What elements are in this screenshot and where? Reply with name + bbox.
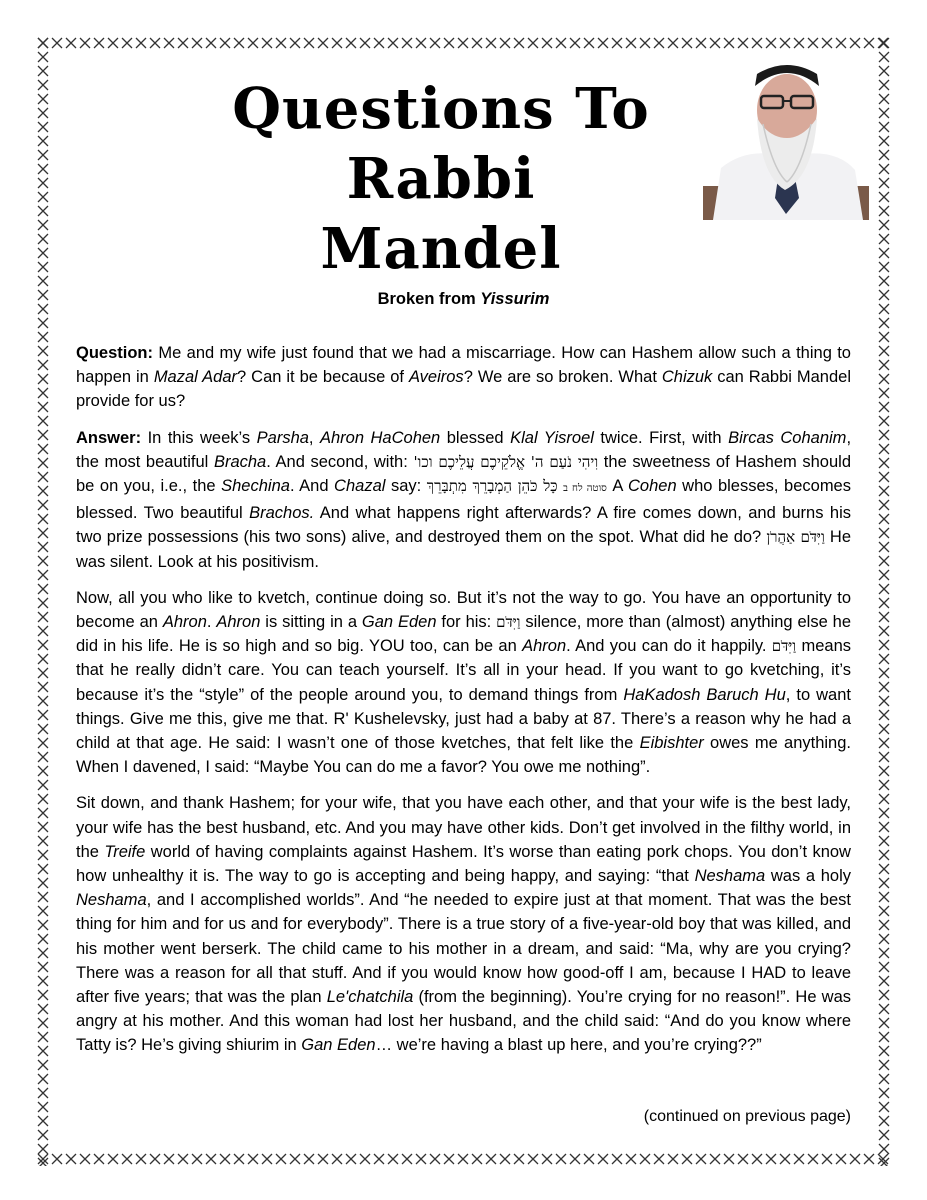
text-run: And what happens right afterwards? A fire comes down, and burns his two prize possessions (his two sons) alive, and destroyed them on the spot. What did he do?	[76, 504, 851, 547]
answer-label: Answer:	[76, 428, 142, 447]
hebrew-quote: כָּל כֹּהֵן הַמְבָרֵךְ מִתְבָּרֵךְ	[426, 477, 558, 496]
text-run: world of having complaints against Hashem. It’s worse than eating pork chops. You don’t know how unhealthy it is. The way to go is accepting and being happy, and saying: “that	[76, 842, 851, 886]
italic-term: Le'chatchila	[326, 988, 414, 1007]
decorative-border-right	[877, 36, 891, 1166]
subtitle-italic: Yissurim	[480, 290, 550, 308]
rabbi-portrait-photo	[703, 58, 869, 220]
italic-term: Ahron	[162, 613, 207, 632]
italic-term: Brachos.	[249, 504, 315, 523]
text-run: say:	[385, 477, 427, 496]
continued-note: (continued on previous page)	[643, 1108, 851, 1125]
italic-term: Bracha	[213, 452, 267, 471]
italic-term: Klal Yisroel	[510, 428, 594, 447]
italic-term: Ahron	[522, 637, 567, 656]
article-body	[76, 341, 851, 1070]
question-paragraph	[76, 341, 851, 414]
italic-term: Neshama	[694, 867, 766, 886]
text-run: , and I accomplished worlds”. And “he needed to expire just at that moment. That was the best thing for him and for us and for everybody”. There is a true story of a five-year-old boy that was killed, and his mother went berserk. The child came to his mother in a dream, and said: “Ma, why are you crying? There was a reason for all that stuff. And if you would know how good-off I am, because I HAD to leave after five years; that was the plan	[76, 891, 851, 1007]
text-run: can Rabbi Mandel provide for us?	[76, 368, 851, 411]
page	[36, 36, 891, 1166]
italic-term: Ahron	[216, 613, 261, 632]
text-run: .	[206, 613, 217, 632]
text-run: is sitting in a	[260, 613, 362, 632]
text-run: In this week’s	[141, 428, 257, 447]
text-run: . And you can do it happily.	[566, 637, 772, 656]
text-run: means that he really didn’t care. You can teach yourself. It’s all in your head. If you want to go kvetching, it’s because it’s the “style” of the people around you, to demand things from	[76, 637, 851, 704]
italic-term: Treife	[104, 842, 146, 861]
body-paragraph	[76, 586, 851, 780]
title-line: Questions To	[232, 76, 650, 142]
hebrew-word: וַיִּדֹּם	[771, 637, 797, 656]
body-paragraph	[76, 791, 851, 1057]
text-run: blessed	[440, 428, 511, 447]
text-run: He was silent. Look at his positivism.	[76, 528, 851, 571]
text-run: was a holy	[765, 867, 851, 886]
text-run: . And second, with:	[266, 452, 414, 471]
text-run: Sit down, and thank Hashem; for your wife, that you have each other, and that your wife is the best lady, your wife has the best husband, etc. And you may have other kids. Don’t get involved in the filthy world, in the	[76, 794, 851, 861]
text-run: who blesses, becomes blessed. Two beautiful	[76, 477, 851, 523]
italic-term: Mazal Adar	[153, 368, 238, 387]
hebrew-quote: וִיהִי נֹעַם ה' אֱלֹקֵיכֶם עֲלֵיכֶם וכו'	[413, 452, 599, 471]
text-run: … we’re having a blast up here, and you’re crying??”	[375, 1036, 762, 1055]
italic-term: Ahron HaCohen	[320, 428, 441, 447]
text-run: ? Can it be because of	[237, 368, 409, 387]
italic-term: Aveiros	[408, 368, 464, 387]
italic-term: Eibishter	[639, 734, 704, 753]
hebrew-quote: וַיִּדֹּם אַהֲרֹן	[766, 528, 825, 547]
text-run: , to want things. Give me this, give me that. R' Kushelevsky, just had a baby at 87. There’s a reason why he had a child at that age. He said: I wasn’t one of those kvetches, that felt like the	[76, 685, 851, 753]
italic-term: Cohen	[628, 477, 677, 496]
subtitle-text: Broken from	[377, 290, 476, 308]
decorative-border-bottom	[36, 1152, 891, 1166]
italic-term: Parsha	[256, 428, 309, 447]
hebrew-word: וַיִּדֹּם	[496, 613, 521, 632]
text-run: A	[606, 477, 628, 496]
italic-term: Shechina	[221, 477, 290, 496]
italic-term: Gan Eden	[361, 613, 437, 632]
decorative-border-top	[36, 36, 891, 50]
text-run: owes me anything. When I davened, I said: “Maybe You can do me a favor? You owe me nothing”.	[76, 734, 851, 777]
italic-term: Gan Eden	[301, 1036, 376, 1055]
text-run: silence, more than (almost) anything else he did in his life. He is so high and so big. YOU too, can be an	[76, 613, 852, 656]
italic-term: Chizuk	[661, 368, 713, 387]
text-run: the sweetness of Hashem should be on you, i.e., the	[76, 452, 851, 496]
hebrew-source: סוטה לח ב	[563, 483, 607, 495]
answer-paragraph	[76, 426, 851, 574]
page-title	[206, 74, 676, 284]
italic-term: Neshama	[76, 891, 147, 910]
decorative-border-left	[36, 36, 50, 1166]
question-label: Question:	[76, 344, 153, 362]
text-run: Me and my wife just found that we had a miscarriage. How can Hashem allow such a thing to happen in	[76, 344, 851, 387]
text-run: , the most beautiful	[76, 428, 852, 471]
text-run: twice. First, with	[593, 428, 729, 447]
title-line: Mandel	[320, 216, 562, 282]
text-run: ,	[308, 428, 320, 447]
italic-term: Bircas Cohanim	[728, 428, 847, 447]
italic-term: HaKadosh Baruch Hu	[623, 685, 786, 704]
text-run: . And	[289, 477, 335, 496]
text-run: for his:	[436, 613, 497, 632]
article-subtitle	[36, 290, 891, 309]
text-run: ? We are so broken. What	[463, 368, 662, 387]
title-line: Rabbi	[346, 146, 536, 212]
italic-term: Chazal	[334, 477, 386, 496]
text-run: Now, all you who like to kvetch, continue doing so. But it’s not the way to go. You have an opportunity to become an	[76, 588, 851, 632]
text-run: (from the beginning). You’re crying for no reason!”. He was angry at his mother. And this woman had lost her husband, and the child said: “And do you know where Tatty is? He’s giving shiurim in	[76, 988, 851, 1055]
